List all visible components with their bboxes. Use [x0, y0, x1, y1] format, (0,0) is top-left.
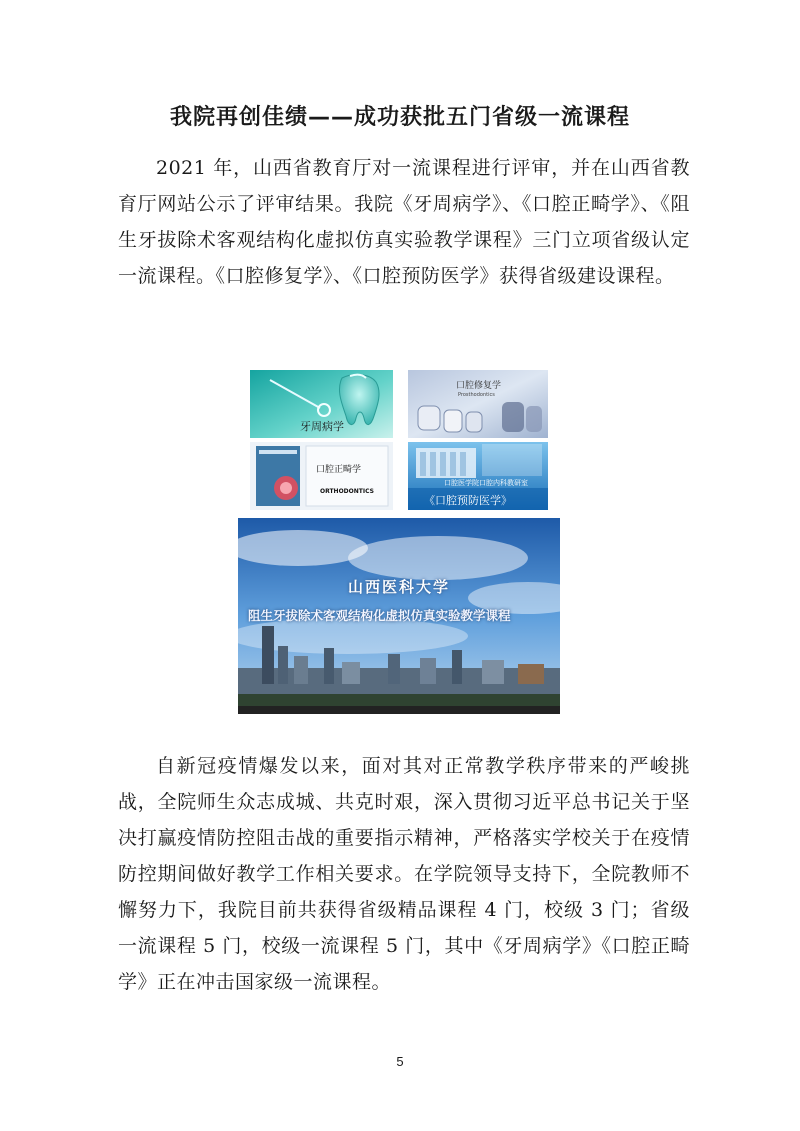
- preventive-dentistry-caption: 《口腔预防医学》: [424, 494, 512, 507]
- virtual-sim-school-caption: 山西医科大学: [347, 578, 450, 596]
- paragraph-intro: 2021 年，山西省教育厅对一流课程进行评审，并在山西省教育厅网站公示了评审结果。我院《牙周病学》、《口腔正畸学》、《阻生牙拔除术客观结构化虚拟仿真实验教学课程》三门立项省级认定一流课程。《口腔修复学》、《口腔预防医学》获得省级建设课程。: [118, 157, 690, 287]
- prosthodontics-caption: 口腔修复学: [456, 381, 502, 391]
- virtual-sim-course-caption: 阻生牙拔除术客观结构化虚拟仿真实验教学课程: [248, 608, 511, 623]
- orthodontics-course-image: [250, 442, 393, 510]
- preventive-department-caption: 口腔医学院口腔内科教研室: [444, 479, 528, 487]
- paragraph-epidemic: 自新冠疫情爆发以来，面对其对正常教学秩序带来的严峻挑战，全院师生众志成城、共克时艰，深入贯彻习近平总书记关于坚决打赢疫情防控阻击战的重要指示精神，严格落实学校关于在疫情防控期间做好教学工作相关要求。在学院领导支持下，全院教师不懈努力下，我院目前共获得省级精品课程 4 门，校级 3 门；省级一流课程 5 门，校级一流课程 5 门，其中《牙周病学》《口腔正畸学》正在冲击国家级一流课程。: [118, 755, 690, 993]
- prosthodontics-caption-en: Prosthodontics: [458, 392, 495, 398]
- periodontology-course-image: [250, 370, 393, 438]
- orthodontics-caption: 口腔正畸学: [316, 465, 362, 475]
- virtual-simulation-course-image: [238, 518, 560, 714]
- orthodontics-caption-en: ORTHODONTICS: [320, 488, 374, 495]
- preventive-dentistry-course-image: [408, 442, 548, 510]
- prosthodontics-course-image: [408, 370, 548, 438]
- periodontology-caption: 牙周病学: [300, 420, 344, 433]
- article-title: 我院再创佳绩——成功获批五门省级一流课程: [169, 105, 630, 130]
- page-number: 5: [396, 1054, 404, 1069]
